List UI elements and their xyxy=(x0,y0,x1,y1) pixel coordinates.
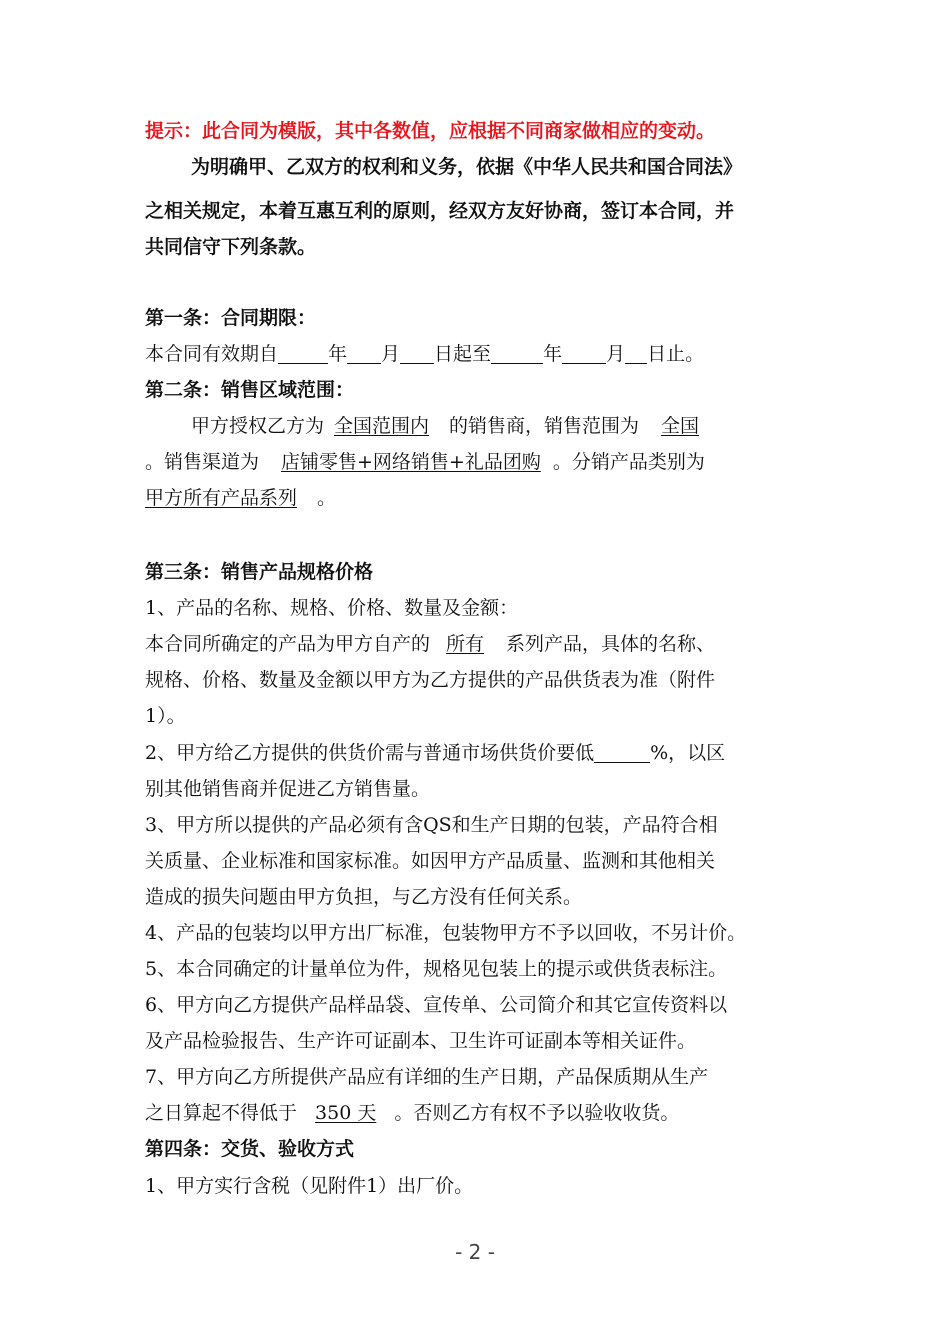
category-fill: 甲方所有产品系列 xyxy=(145,487,298,509)
article-3-item-3c: 造成的损失问题由甲方负担，与乙方没有任何关系。 xyxy=(145,886,583,908)
product-scope-fill: 所有 xyxy=(446,633,485,655)
term-text-month: 月 xyxy=(381,343,401,365)
shelf-life-text: 之日算起不得低于 xyxy=(145,1102,298,1124)
article-3-item-7b xyxy=(145,1100,679,1127)
article-3-item-2b: 别其他销售商并促进乙方销售量。 xyxy=(145,778,431,800)
article-3-item-1a xyxy=(145,631,715,658)
region-fill: 全国范围内 xyxy=(334,415,430,437)
article-3-item-7a: 7、甲方向乙方所提供产品应有详细的生产日期，产品保质期从生产 xyxy=(145,1066,709,1088)
term-text-month-2: 月 xyxy=(606,343,626,365)
category-end: 。 xyxy=(317,487,337,509)
template-notice: 提示：此合同为模版，其中各数值，应根据不同商家做相应的变动。 xyxy=(145,120,716,142)
article-3-item-4: 4、产品的包装均以甲方出厂标准，包装物甲方不予以回收，不另计价。 xyxy=(145,922,747,944)
article-3-item-6a: 6、甲方向乙方提供产品样品袋、宣传单、公司简介和其它宣传资料以 xyxy=(145,994,728,1016)
channel-fill: 店铺零售+网络销售+礼品团购 xyxy=(281,451,541,473)
article-2-line-3 xyxy=(145,485,336,512)
shelf-life-fill: 350 天 xyxy=(315,1102,377,1124)
channel-text: 。销售渠道为 xyxy=(145,451,260,473)
end-year-blank xyxy=(491,343,543,364)
article-2-title: 第二条：销售区域范围： xyxy=(145,379,355,401)
sales-range-fill: 全国 xyxy=(661,415,700,437)
category-text: 。分销产品类别为 xyxy=(552,451,705,473)
article-3-item-1c: 1）。 xyxy=(145,705,186,727)
article-1-title: 第一条：合同期限： xyxy=(145,307,317,329)
discount-text-2: %，以区 xyxy=(650,742,726,764)
product-text-1: 本合同所确定的产品为甲方自产的 xyxy=(145,633,431,655)
article-3-item-5: 5、本合同确定的计量单位为件，规格见包装上的提示或供货表标注。 xyxy=(145,958,728,980)
intro-line-1: 为明确甲、乙双方的权利和义务，依据《中华人民共和国合同法》 xyxy=(191,156,743,178)
end-month-blank xyxy=(562,343,606,364)
end-day-blank xyxy=(625,343,647,364)
intro-line-3: 共同信守下列条款。 xyxy=(145,236,317,258)
article-3-title: 第三条：销售产品规格价格 xyxy=(145,561,374,583)
term-text-end: 日止。 xyxy=(647,343,705,365)
region-text-2: 的销售商，销售范围为 xyxy=(449,415,640,437)
term-text-year: 年 xyxy=(328,343,348,365)
product-text-2: 系列产品，具体的名称、 xyxy=(506,633,716,655)
term-text-until: 日起至 xyxy=(434,343,492,365)
article-3-item-6b: 及产品检验报告、生产许可证副本、卫生许可证副本等相关证件。 xyxy=(145,1030,697,1052)
start-day-blank xyxy=(400,343,434,364)
article-3-item-2a xyxy=(145,740,725,767)
article-3-item-3a: 3、甲方所以提供的产品必须有含QS和生产日期的包装，产品符合相 xyxy=(145,814,718,836)
shelf-life-text-2: 。否则乙方有权不予以验收收货。 xyxy=(394,1102,680,1124)
intro-line-2: 之相关规定，本着互惠互利的原则，经双方友好协商，签订本合同，并 xyxy=(145,200,735,222)
page-number: - 2 - xyxy=(455,1240,495,1264)
discount-text: 2、甲方给乙方提供的供货价需与普通市场供货价要低 xyxy=(145,742,595,764)
article-3-item-3b: 关质量、企业标准和国家标准。如因甲方产品质量、监测和其他相关 xyxy=(145,850,716,872)
article-4-title: 第四条：交货、验收方式 xyxy=(145,1138,355,1160)
start-year-blank xyxy=(278,343,328,364)
article-1-term-line xyxy=(145,341,704,368)
start-month-blank xyxy=(347,343,381,364)
article-3-item-1: 1、产品的名称、规格、价格、数量及金额： xyxy=(145,597,519,619)
article-4-item-1: 1、甲方实行含税（见附件1）出厂价。 xyxy=(145,1175,474,1197)
article-2-line-1 xyxy=(191,413,699,440)
term-text-from: 本合同有效期自 xyxy=(145,343,279,365)
article-3-item-1b: 规格、价格、数量及金额以甲方为乙方提供的产品供货表为准（附件 xyxy=(145,669,716,691)
region-text-1: 甲方授权乙方为 xyxy=(191,415,325,437)
term-text-year-2: 年 xyxy=(543,343,563,365)
discount-percent-blank xyxy=(594,742,650,763)
article-2-line-2 xyxy=(145,449,705,476)
